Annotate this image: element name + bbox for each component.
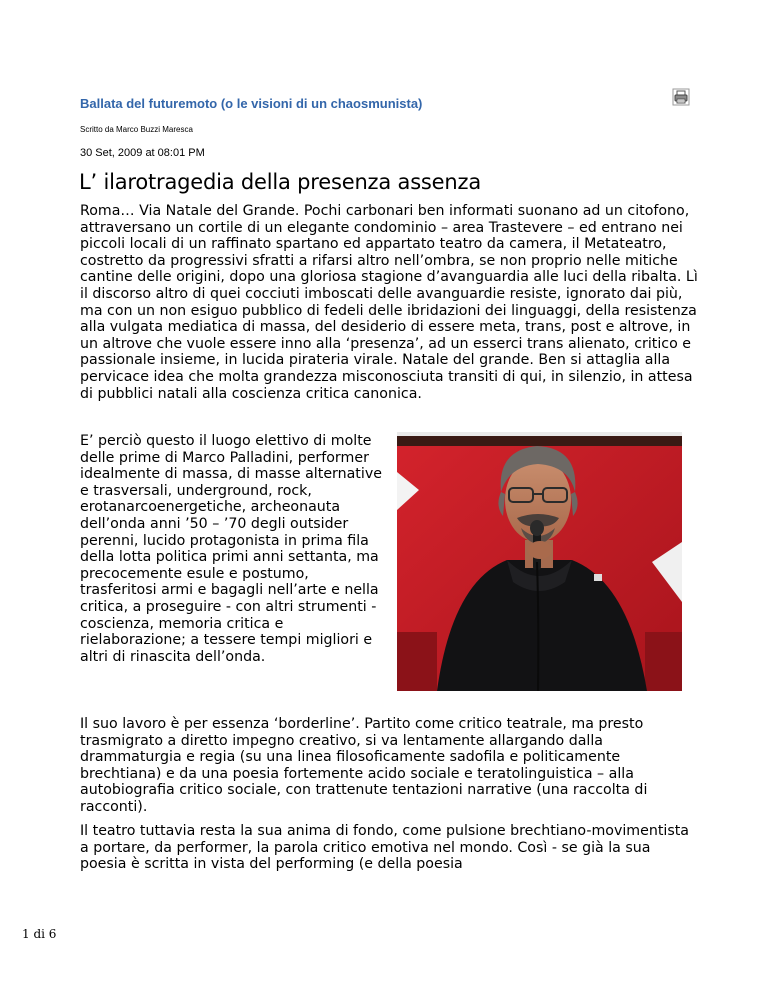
article-paragraph-1: Roma… Via Natale del Grande. Pochi carbonari ben informati suonano ad un citofono, attraversano un cortile di un elegante condominio – area Trastevere – ed entrano nei piccoli locali di un raffinato spartano ed appartato teatro da camera, il Metateatro, costretto da progressivi sfratti a rifarsi altro nell’ombra, se non proprio nelle mitiche cantine delle origini, dopo una gloriosa stagione d’avanguardia alle luci della ribalta. Lì il discorso altro di quei cocciuti imboscati delle avanguardie resiste, ignorato dai più, ma con un non esiguo pubblico di fedeli delle ibridazioni dei linguaggi, della resistenza alla vulgata mediatica di massa, del desiderio di essere meta, trans, post e altrove, in un altrove che vuole essere inno alla ‘presenza’, ad un esserci trans alienato, critico e passionale insieme, in lucida pirateria virale. Natale del grande. Ben si attaglia alla pervicace idea che molta grandezza misconosciuta transiti di qui, in silenzio, in attesa di pubblici natali alla coscienza critica canonica. — [80, 203, 698, 402]
article-headline: L’ ilarotragedia della presenza assenza — [79, 170, 481, 194]
article-paragraph-2: E’ perciò questo il luogo elettivo di molte delle prime di Marco Palladini, performer idealmente di massa, di masse alternative e trasversali, underground, rock, erotanarcoenergetiche, archeonauta dell’onda anni ’50 – ’70 degli outsider perenni, lucido protagonista in prima fila della lotta politica primi anni settanta, ma precocemente esule e postumo, trasferitosi armi e bagagli nell’arte e nella critica, a proseguire - con altri strumenti - coscienza, memoria critica e rielaborazione; a tessere tempi migliori e altri di rinascita dell’onda. — [80, 433, 382, 665]
article-author: Scritto da Marco Buzzi Maresca — [80, 125, 193, 134]
article-date: 30 Set, 2009 at 08:01 PM — [80, 147, 205, 159]
page-number: 1 di 6 — [22, 927, 57, 941]
article-paragraph-3: Il suo lavoro è per essenza ‘borderline’. Partito come critico teatrale, ma presto trasmigrato a diretto impegno creativo, si va lentamente allargando dalla drammaturgia e regia (su una linea filosoficamente sadofila e politicamente brechtiana) e da una poesia fortemente acido sociale e teratolinguistica – alla autobiografia critico sociale, con trattenute tentazioni narrative (una raccolta di racconti). — [80, 716, 648, 815]
print-icon[interactable] — [672, 88, 690, 106]
article-paragraph-4: Il teatro tuttavia resta la sua anima di fondo, come pulsione brechtiano-movimentista a portare, da performer, la parola critico emotiva nel mondo. Così - se già la sua poesia è scritta in vista del performing (e della poesia — [80, 823, 689, 873]
article-title-link[interactable]: Ballata del futuremoto (o le visioni di un chaosmunista) — [80, 96, 423, 111]
performer-photo — [397, 432, 682, 691]
